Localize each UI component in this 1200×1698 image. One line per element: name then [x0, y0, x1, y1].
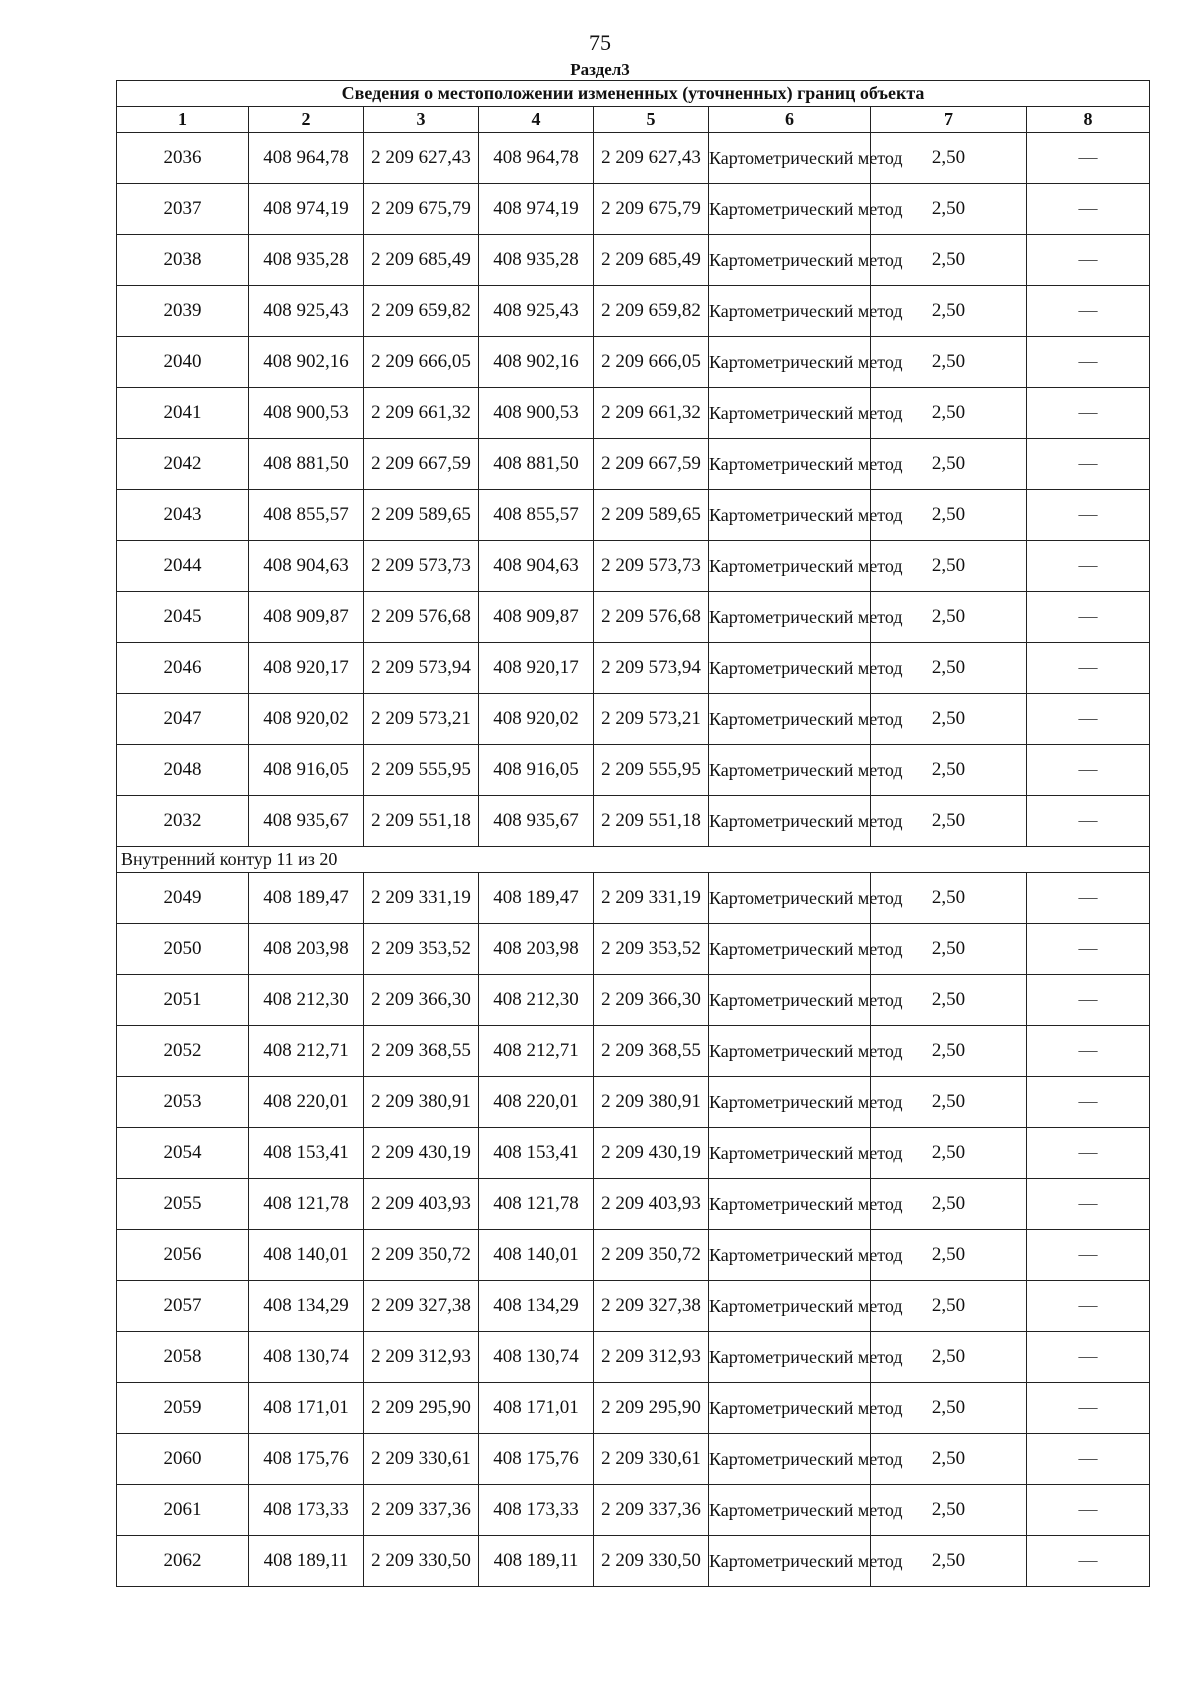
refined-y-cell: 2 209 661,32 — [594, 388, 709, 439]
column-number: 2 — [249, 107, 364, 133]
note-dash-cell: — — [1027, 745, 1150, 796]
existing-x-cell: 408 189,47 — [249, 873, 364, 924]
table-row — [117, 924, 1150, 975]
method-cell: Картометрический метод — [709, 1026, 871, 1077]
refined-y-cell: 2 209 366,30 — [594, 975, 709, 1026]
point-number-cell: 2048 — [117, 745, 249, 796]
method-cell: Картометрический метод — [709, 1434, 871, 1485]
point-number-cell: 2052 — [117, 1026, 249, 1077]
refined-y-cell: 2 209 573,94 — [594, 643, 709, 694]
table-row — [117, 1128, 1150, 1179]
point-number-cell: 2045 — [117, 592, 249, 643]
point-number-cell: 2036 — [117, 133, 249, 184]
note-dash-cell: — — [1027, 694, 1150, 745]
table-row — [117, 337, 1150, 388]
table-row — [117, 796, 1150, 847]
refined-x-cell: 408 189,47 — [479, 873, 594, 924]
accuracy-cell: 2,50 — [871, 1128, 1027, 1179]
refined-y-cell: 2 209 337,36 — [594, 1485, 709, 1536]
method-cell: Картометрический метод — [709, 796, 871, 847]
refined-x-cell: 408 902,16 — [479, 337, 594, 388]
refined-x-cell: 408 974,19 — [479, 184, 594, 235]
refined-x-cell: 408 140,01 — [479, 1230, 594, 1281]
existing-x-cell: 408 916,05 — [249, 745, 364, 796]
method-cell: Картометрический метод — [709, 286, 871, 337]
existing-y-cell: 2 209 576,68 — [364, 592, 479, 643]
note-dash-cell: — — [1027, 1077, 1150, 1128]
refined-y-cell: 2 209 589,65 — [594, 490, 709, 541]
table-row — [117, 1434, 1150, 1485]
method-cell: Картометрический метод — [709, 873, 871, 924]
note-dash-cell: — — [1027, 873, 1150, 924]
refined-y-cell: 2 209 573,21 — [594, 694, 709, 745]
method-cell: Картометрический метод — [709, 490, 871, 541]
existing-y-cell: 2 209 330,50 — [364, 1536, 479, 1587]
point-number-cell: 2058 — [117, 1332, 249, 1383]
point-number-cell: 2046 — [117, 643, 249, 694]
accuracy-cell: 2,50 — [871, 975, 1027, 1026]
existing-x-cell: 408 140,01 — [249, 1230, 364, 1281]
refined-x-cell: 408 925,43 — [479, 286, 594, 337]
method-cell: Картометрический метод — [709, 745, 871, 796]
point-number-cell: 2049 — [117, 873, 249, 924]
existing-y-cell: 2 209 353,52 — [364, 924, 479, 975]
refined-y-cell: 2 209 380,91 — [594, 1077, 709, 1128]
accuracy-cell: 2,50 — [871, 1281, 1027, 1332]
note-dash-cell: — — [1027, 1128, 1150, 1179]
refined-x-cell: 408 212,30 — [479, 975, 594, 1026]
table-row — [117, 1485, 1150, 1536]
contour-label-row — [117, 847, 1150, 873]
refined-x-cell: 408 935,67 — [479, 796, 594, 847]
existing-y-cell: 2 209 337,36 — [364, 1485, 479, 1536]
table-row — [117, 873, 1150, 924]
column-number: 6 — [709, 107, 871, 133]
note-dash-cell: — — [1027, 133, 1150, 184]
refined-y-cell: 2 209 330,61 — [594, 1434, 709, 1485]
note-dash-cell: — — [1027, 1179, 1150, 1230]
column-number: 7 — [871, 107, 1027, 133]
note-dash-cell: — — [1027, 439, 1150, 490]
existing-x-cell: 408 881,50 — [249, 439, 364, 490]
refined-x-cell: 408 920,02 — [479, 694, 594, 745]
method-cell: Картометрический метод — [709, 1179, 871, 1230]
table-row — [117, 592, 1150, 643]
existing-x-cell: 408 902,16 — [249, 337, 364, 388]
table-row — [117, 643, 1150, 694]
refined-y-cell: 2 209 659,82 — [594, 286, 709, 337]
point-number-cell: 2042 — [117, 439, 249, 490]
note-dash-cell: — — [1027, 643, 1150, 694]
existing-x-cell: 408 134,29 — [249, 1281, 364, 1332]
existing-x-cell: 408 203,98 — [249, 924, 364, 975]
refined-x-cell: 408 171,01 — [479, 1383, 594, 1434]
point-number-cell: 2043 — [117, 490, 249, 541]
refined-x-cell: 408 153,41 — [479, 1128, 594, 1179]
refined-x-cell: 408 920,17 — [479, 643, 594, 694]
table-caption: Сведения о местоположении измененных (уточненных) границ объекта — [117, 81, 1150, 107]
existing-y-cell: 2 209 555,95 — [364, 745, 479, 796]
table-row — [117, 975, 1150, 1026]
accuracy-cell: 2,50 — [871, 1485, 1027, 1536]
table-row — [117, 1179, 1150, 1230]
existing-y-cell: 2 209 430,19 — [364, 1128, 479, 1179]
existing-y-cell: 2 209 330,61 — [364, 1434, 479, 1485]
method-cell: Картометрический метод — [709, 184, 871, 235]
note-dash-cell: — — [1027, 1383, 1150, 1434]
existing-x-cell: 408 920,02 — [249, 694, 364, 745]
existing-x-cell: 408 855,57 — [249, 490, 364, 541]
existing-x-cell: 408 964,78 — [249, 133, 364, 184]
point-number-cell: 2047 — [117, 694, 249, 745]
point-number-cell: 2032 — [117, 796, 249, 847]
refined-y-cell: 2 209 430,19 — [594, 1128, 709, 1179]
existing-x-cell: 408 935,28 — [249, 235, 364, 286]
accuracy-cell: 2,50 — [871, 133, 1027, 184]
note-dash-cell: — — [1027, 1485, 1150, 1536]
refined-y-cell: 2 209 627,43 — [594, 133, 709, 184]
column-number: 3 — [364, 107, 479, 133]
refined-x-cell: 408 855,57 — [479, 490, 594, 541]
table-row — [117, 541, 1150, 592]
refined-x-cell: 408 916,05 — [479, 745, 594, 796]
existing-y-cell: 2 209 661,32 — [364, 388, 479, 439]
table-body — [117, 133, 1150, 1587]
coordinates-table — [116, 80, 1150, 1587]
refined-x-cell: 408 212,71 — [479, 1026, 594, 1077]
existing-x-cell: 408 904,63 — [249, 541, 364, 592]
refined-y-cell: 2 209 331,19 — [594, 873, 709, 924]
method-cell: Картометрический метод — [709, 439, 871, 490]
existing-x-cell: 408 153,41 — [249, 1128, 364, 1179]
refined-x-cell: 408 134,29 — [479, 1281, 594, 1332]
table-row — [117, 1383, 1150, 1434]
method-cell: Картометрический метод — [709, 643, 871, 694]
method-cell: Картометрический метод — [709, 1281, 871, 1332]
point-number-cell: 2044 — [117, 541, 249, 592]
method-cell: Картометрический метод — [709, 133, 871, 184]
note-dash-cell: — — [1027, 388, 1150, 439]
refined-x-cell: 408 189,11 — [479, 1536, 594, 1587]
contour-label: Внутренний контур 11 из 20 — [117, 847, 1150, 873]
refined-x-cell: 408 173,33 — [479, 1485, 594, 1536]
point-number-cell: 2055 — [117, 1179, 249, 1230]
note-dash-cell: — — [1027, 490, 1150, 541]
column-numbers-row — [117, 107, 1150, 133]
refined-y-cell: 2 209 350,72 — [594, 1230, 709, 1281]
existing-x-cell: 408 974,19 — [249, 184, 364, 235]
point-number-cell: 2053 — [117, 1077, 249, 1128]
accuracy-cell: 2,50 — [871, 439, 1027, 490]
note-dash-cell: — — [1027, 1230, 1150, 1281]
note-dash-cell: — — [1027, 184, 1150, 235]
method-cell: Картометрический метод — [709, 1332, 871, 1383]
column-number: 8 — [1027, 107, 1150, 133]
existing-x-cell: 408 189,11 — [249, 1536, 364, 1587]
accuracy-cell: 2,50 — [871, 1536, 1027, 1587]
existing-y-cell: 2 209 659,82 — [364, 286, 479, 337]
method-cell: Картометрический метод — [709, 975, 871, 1026]
accuracy-cell: 2,50 — [871, 1026, 1027, 1077]
refined-x-cell: 408 900,53 — [479, 388, 594, 439]
existing-y-cell: 2 209 675,79 — [364, 184, 479, 235]
existing-y-cell: 2 209 380,91 — [364, 1077, 479, 1128]
existing-x-cell: 408 173,33 — [249, 1485, 364, 1536]
accuracy-cell: 2,50 — [871, 286, 1027, 337]
point-number-cell: 2050 — [117, 924, 249, 975]
note-dash-cell: — — [1027, 796, 1150, 847]
accuracy-cell: 2,50 — [871, 1434, 1027, 1485]
existing-x-cell: 408 121,78 — [249, 1179, 364, 1230]
refined-y-cell: 2 209 368,55 — [594, 1026, 709, 1077]
accuracy-cell: 2,50 — [871, 388, 1027, 439]
table-row — [117, 694, 1150, 745]
method-cell: Картометрический метод — [709, 1536, 871, 1587]
refined-y-cell: 2 209 573,73 — [594, 541, 709, 592]
accuracy-cell: 2,50 — [871, 1383, 1027, 1434]
table-row — [117, 1230, 1150, 1281]
column-number: 5 — [594, 107, 709, 133]
point-number-cell: 2061 — [117, 1485, 249, 1536]
accuracy-cell: 2,50 — [871, 924, 1027, 975]
accuracy-cell: 2,50 — [871, 184, 1027, 235]
point-number-cell: 2040 — [117, 337, 249, 388]
refined-y-cell: 2 209 555,95 — [594, 745, 709, 796]
refined-y-cell: 2 209 403,93 — [594, 1179, 709, 1230]
refined-y-cell: 2 209 330,50 — [594, 1536, 709, 1587]
note-dash-cell: — — [1027, 1536, 1150, 1587]
table-row — [117, 1536, 1150, 1587]
refined-x-cell: 408 881,50 — [479, 439, 594, 490]
existing-y-cell: 2 209 573,94 — [364, 643, 479, 694]
existing-x-cell: 408 220,01 — [249, 1077, 364, 1128]
point-number-cell: 2060 — [117, 1434, 249, 1485]
refined-x-cell: 408 909,87 — [479, 592, 594, 643]
column-number: 4 — [479, 107, 594, 133]
accuracy-cell: 2,50 — [871, 1179, 1027, 1230]
note-dash-cell: — — [1027, 541, 1150, 592]
refined-x-cell: 408 203,98 — [479, 924, 594, 975]
refined-x-cell: 408 220,01 — [479, 1077, 594, 1128]
table-row — [117, 1332, 1150, 1383]
method-cell: Картометрический метод — [709, 1077, 871, 1128]
method-cell: Картометрический метод — [709, 388, 871, 439]
accuracy-cell: 2,50 — [871, 745, 1027, 796]
accuracy-cell: 2,50 — [871, 796, 1027, 847]
point-number-cell: 2056 — [117, 1230, 249, 1281]
existing-y-cell: 2 209 589,65 — [364, 490, 479, 541]
refined-y-cell: 2 209 295,90 — [594, 1383, 709, 1434]
accuracy-cell: 2,50 — [871, 235, 1027, 286]
refined-x-cell: 408 130,74 — [479, 1332, 594, 1383]
page-number: 75 — [589, 30, 611, 55]
refined-y-cell: 2 209 685,49 — [594, 235, 709, 286]
existing-x-cell: 408 130,74 — [249, 1332, 364, 1383]
existing-y-cell: 2 209 368,55 — [364, 1026, 479, 1077]
table-caption-row — [117, 81, 1150, 107]
point-number-cell: 2054 — [117, 1128, 249, 1179]
accuracy-cell: 2,50 — [871, 541, 1027, 592]
table-row — [117, 133, 1150, 184]
method-cell: Картометрический метод — [709, 924, 871, 975]
existing-y-cell: 2 209 573,73 — [364, 541, 479, 592]
refined-x-cell: 408 175,76 — [479, 1434, 594, 1485]
point-number-cell: 2041 — [117, 388, 249, 439]
refined-x-cell: 408 935,28 — [479, 235, 594, 286]
method-cell: Картометрический метод — [709, 541, 871, 592]
refined-y-cell: 2 209 675,79 — [594, 184, 709, 235]
existing-x-cell: 408 212,30 — [249, 975, 364, 1026]
refined-x-cell: 408 121,78 — [479, 1179, 594, 1230]
refined-y-cell: 2 209 551,18 — [594, 796, 709, 847]
table-row — [117, 286, 1150, 337]
table-row — [117, 184, 1150, 235]
existing-y-cell: 2 209 573,21 — [364, 694, 479, 745]
point-number-cell: 2039 — [117, 286, 249, 337]
existing-x-cell: 408 900,53 — [249, 388, 364, 439]
point-number-cell: 2059 — [117, 1383, 249, 1434]
existing-y-cell: 2 209 295,90 — [364, 1383, 479, 1434]
method-cell: Картометрический метод — [709, 1485, 871, 1536]
existing-y-cell: 2 209 327,38 — [364, 1281, 479, 1332]
refined-x-cell: 408 904,63 — [479, 541, 594, 592]
existing-x-cell: 408 909,87 — [249, 592, 364, 643]
method-cell: Картометрический метод — [709, 694, 871, 745]
method-cell: Картометрический метод — [709, 592, 871, 643]
table-row — [117, 745, 1150, 796]
note-dash-cell: — — [1027, 1332, 1150, 1383]
accuracy-cell: 2,50 — [871, 873, 1027, 924]
method-cell: Картометрический метод — [709, 1383, 871, 1434]
note-dash-cell: — — [1027, 1026, 1150, 1077]
refined-y-cell: 2 209 667,59 — [594, 439, 709, 490]
method-cell: Картометрический метод — [709, 1230, 871, 1281]
existing-x-cell: 408 212,71 — [249, 1026, 364, 1077]
refined-y-cell: 2 209 353,52 — [594, 924, 709, 975]
refined-y-cell: 2 209 312,93 — [594, 1332, 709, 1383]
existing-y-cell: 2 209 350,72 — [364, 1230, 479, 1281]
existing-x-cell: 408 935,67 — [249, 796, 364, 847]
existing-y-cell: 2 209 366,30 — [364, 975, 479, 1026]
accuracy-cell: 2,50 — [871, 1077, 1027, 1128]
point-number-cell: 2057 — [117, 1281, 249, 1332]
existing-y-cell: 2 209 667,59 — [364, 439, 479, 490]
point-number-cell: 2038 — [117, 235, 249, 286]
existing-x-cell: 408 175,76 — [249, 1434, 364, 1485]
point-number-cell: 2062 — [117, 1536, 249, 1587]
refined-y-cell: 2 209 576,68 — [594, 592, 709, 643]
table-row — [117, 490, 1150, 541]
method-cell: Картометрический метод — [709, 337, 871, 388]
point-number-cell: 2051 — [117, 975, 249, 1026]
table-row — [117, 439, 1150, 490]
existing-y-cell: 2 209 666,05 — [364, 337, 479, 388]
accuracy-cell: 2,50 — [871, 643, 1027, 694]
note-dash-cell: — — [1027, 286, 1150, 337]
refined-y-cell: 2 209 327,38 — [594, 1281, 709, 1332]
table-row — [117, 1281, 1150, 1332]
accuracy-cell: 2,50 — [871, 694, 1027, 745]
refined-y-cell: 2 209 666,05 — [594, 337, 709, 388]
note-dash-cell: — — [1027, 975, 1150, 1026]
table-row — [117, 1077, 1150, 1128]
existing-x-cell: 408 925,43 — [249, 286, 364, 337]
method-cell: Картометрический метод — [709, 1128, 871, 1179]
existing-x-cell: 408 171,01 — [249, 1383, 364, 1434]
existing-x-cell: 408 920,17 — [249, 643, 364, 694]
accuracy-cell: 2,50 — [871, 592, 1027, 643]
note-dash-cell: — — [1027, 235, 1150, 286]
existing-y-cell: 2 209 331,19 — [364, 873, 479, 924]
note-dash-cell: — — [1027, 1434, 1150, 1485]
point-number-cell: 2037 — [117, 184, 249, 235]
table-row — [117, 388, 1150, 439]
section-title: Раздел3 — [570, 60, 630, 79]
column-number: 1 — [117, 107, 249, 133]
note-dash-cell: — — [1027, 924, 1150, 975]
refined-x-cell: 408 964,78 — [479, 133, 594, 184]
accuracy-cell: 2,50 — [871, 1230, 1027, 1281]
note-dash-cell: — — [1027, 592, 1150, 643]
existing-y-cell: 2 209 627,43 — [364, 133, 479, 184]
existing-y-cell: 2 209 312,93 — [364, 1332, 479, 1383]
table-row — [117, 235, 1150, 286]
existing-y-cell: 2 209 685,49 — [364, 235, 479, 286]
accuracy-cell: 2,50 — [871, 490, 1027, 541]
note-dash-cell: — — [1027, 1281, 1150, 1332]
note-dash-cell: — — [1027, 337, 1150, 388]
table-row — [117, 1026, 1150, 1077]
existing-y-cell: 2 209 551,18 — [364, 796, 479, 847]
accuracy-cell: 2,50 — [871, 337, 1027, 388]
existing-y-cell: 2 209 403,93 — [364, 1179, 479, 1230]
accuracy-cell: 2,50 — [871, 1332, 1027, 1383]
method-cell: Картометрический метод — [709, 235, 871, 286]
